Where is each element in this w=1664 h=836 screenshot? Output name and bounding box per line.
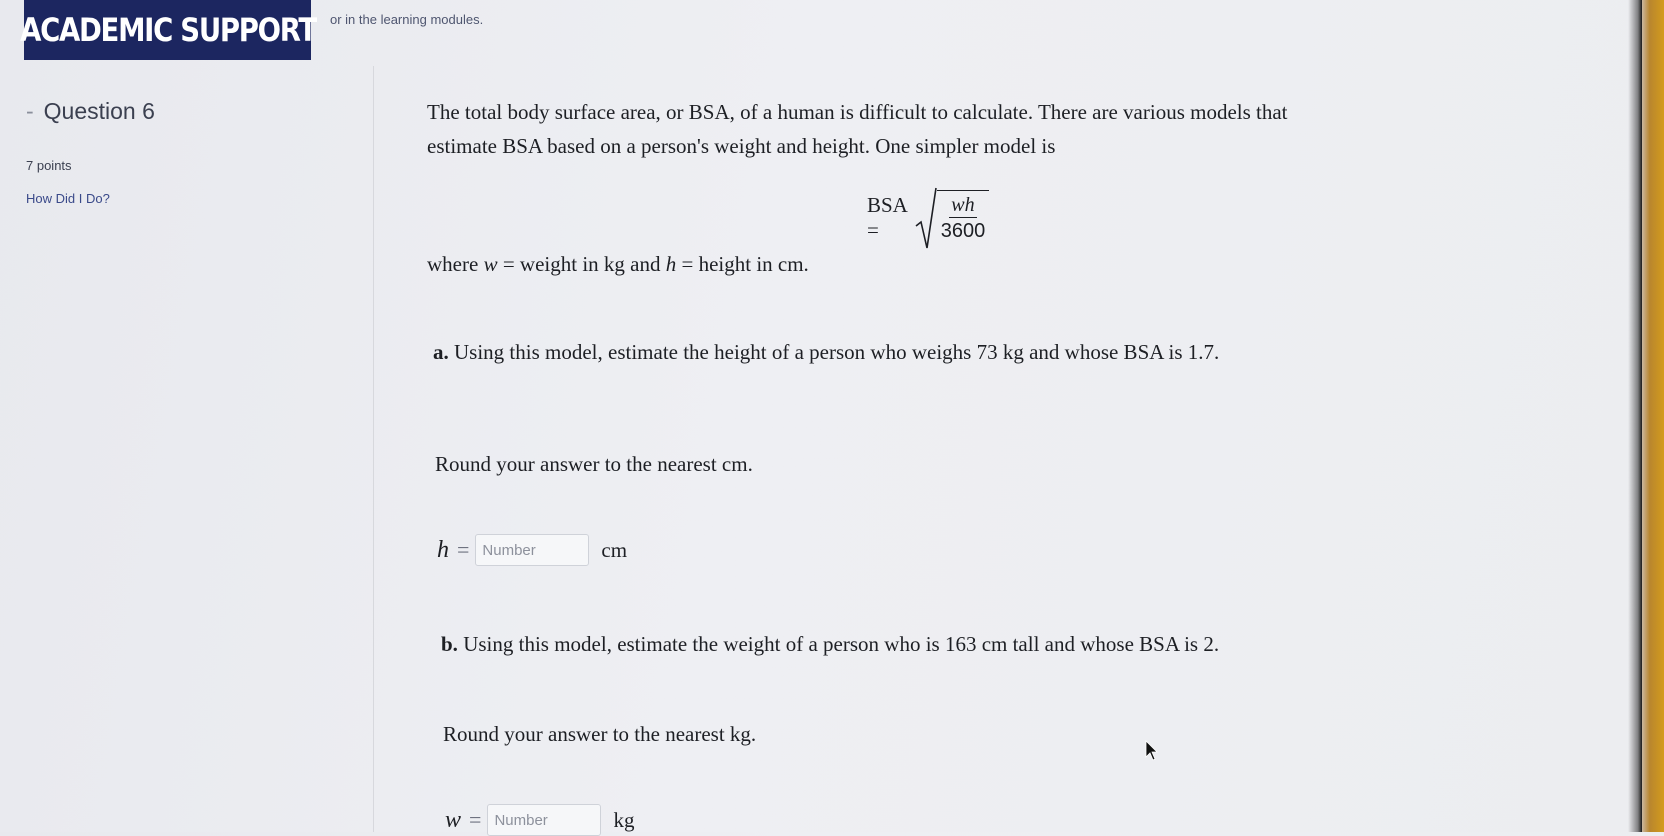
part-a-round-instruction: Round your answer to the nearest cm.: [435, 452, 753, 476]
question-title[interactable]: [26, 98, 155, 125]
banner-label: ACADEMIC SUPPORT: [19, 11, 316, 49]
part-b-answer-row: [445, 804, 634, 836]
fraction-denominator: 3600: [940, 220, 986, 242]
weight-answer-input[interactable]: [487, 804, 601, 836]
question-points: 7 points: [26, 158, 72, 173]
part-a-prompt: [433, 340, 1219, 365]
mouse-cursor-icon: [1144, 740, 1160, 762]
variable-definitions: [427, 252, 809, 277]
question-sidebar: [0, 66, 374, 832]
bsa-formula: [867, 186, 989, 250]
radicand: [937, 190, 990, 244]
part-b-answer-variable: w: [445, 806, 462, 833]
academic-support-banner[interactable]: [19, 0, 316, 60]
part-a-equals: =: [457, 537, 470, 562]
screen-bezel-edge: [1642, 0, 1664, 832]
part-a-answer-row: [437, 534, 627, 566]
h-variable: h: [665, 252, 677, 276]
where-prefix: where: [427, 252, 479, 276]
part-b-round-instruction: Round your answer to the nearest kg.: [443, 722, 757, 746]
part-a-label: a.: [433, 340, 449, 364]
how-did-i-do-link[interactable]: How Did I Do?: [26, 191, 110, 206]
part-b-label: b.: [441, 632, 458, 656]
screen-bezel-shadow: [1628, 0, 1642, 832]
part-b-equals: =: [469, 807, 482, 832]
h-definition: = height in cm.: [681, 252, 809, 276]
w-definition: = weight in kg and: [502, 252, 661, 276]
collapse-dash-icon[interactable]: -: [26, 98, 34, 124]
w-variable: w: [483, 252, 498, 276]
square-root: [915, 186, 990, 250]
part-b-unit: kg: [613, 807, 635, 832]
radical-sign-icon: [915, 186, 937, 250]
question-title-label: Question 6: [43, 98, 155, 124]
intro-line-1: The total body surface area, or BSA, of a human is difficult to calculate. There are various models that: [427, 100, 1288, 124]
part-b-text: Using this model, estimate the weight of a person who is 163 cm tall and whose BSA is 2.: [463, 632, 1220, 656]
fraction-numerator: wh: [951, 194, 975, 216]
intro-line-2: estimate BSA based on a person's weight and height. One simpler model is: [427, 134, 1056, 158]
part-b-prompt: [441, 632, 1219, 657]
top-note: or in the learning modules.: [330, 12, 484, 27]
part-a-text: Using this model, estimate the height of a person who weighs 73 kg and whose BSA is 1.7.: [454, 340, 1220, 364]
part-a-unit: cm: [601, 537, 628, 562]
height-answer-input[interactable]: [475, 534, 589, 566]
part-a-answer-variable: h: [437, 536, 449, 563]
formula-lhs: BSA =: [867, 193, 907, 242]
